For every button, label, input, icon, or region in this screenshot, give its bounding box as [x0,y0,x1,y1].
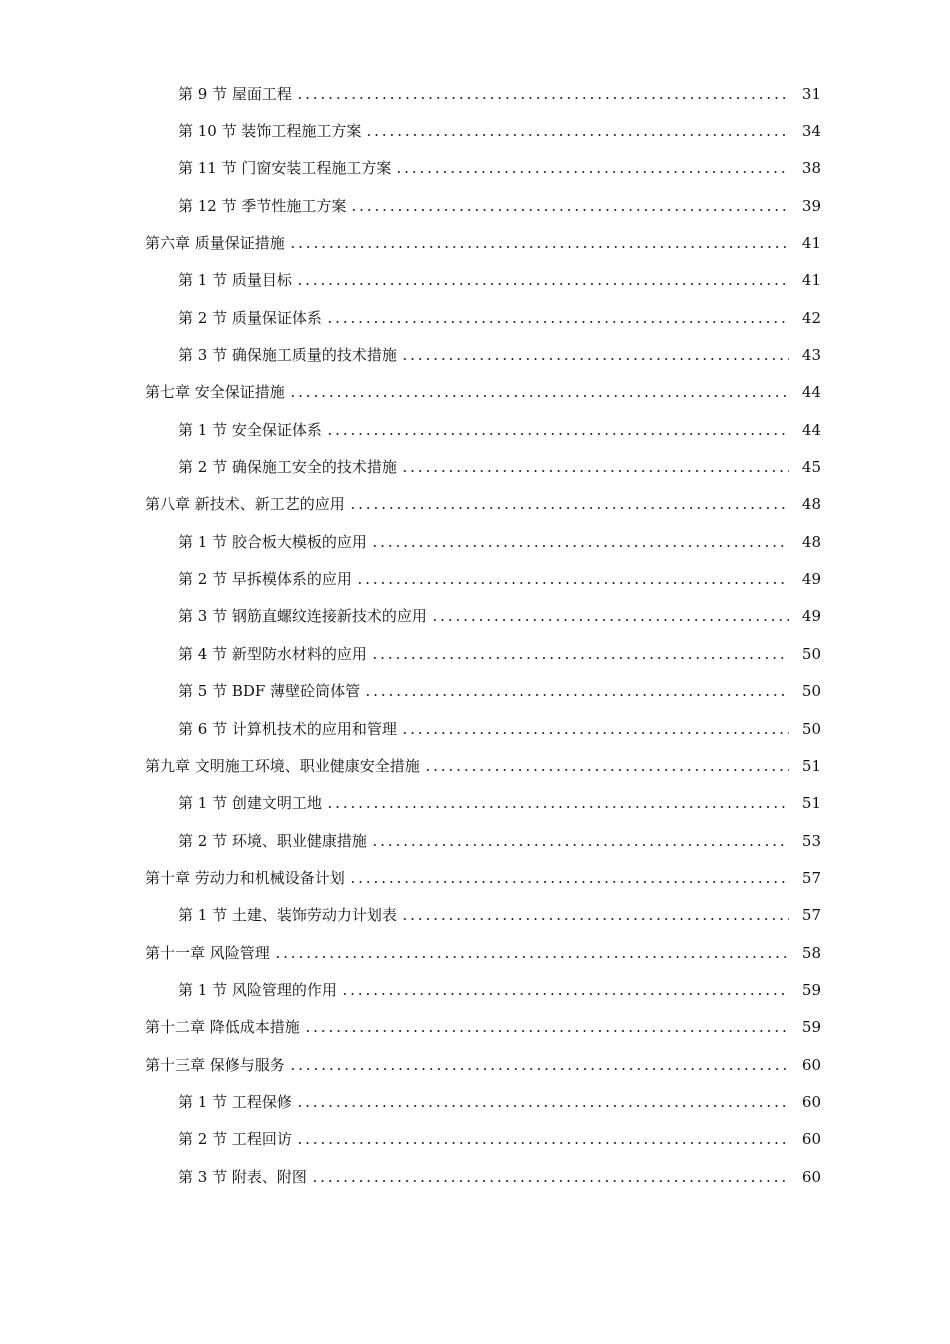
toc-entry-page-number: 60 [801,1092,821,1111]
toc-entry[interactable] [0,112,950,149]
toc-entry-title: 第 11 节 门窗安装工程施工方案 [178,159,392,178]
toc-entry-page-number: 49 [801,607,821,626]
dot-leader [371,657,789,659]
toc-entry-page-number: 48 [801,495,821,514]
dot-leader [326,321,789,323]
toc-entry[interactable] [0,1083,950,1120]
toc-entry-page-number: 60 [801,1055,821,1074]
dot-leader [296,1105,789,1107]
toc-entry-page-number: 41 [801,271,821,290]
toc-entry[interactable] [0,560,950,597]
toc-entry-title: 第 2 节 确保施工安全的技术措施 [178,458,397,477]
toc-entry-title: 第 2 节 工程回访 [178,1130,292,1149]
dot-leader [289,395,789,397]
dot-leader [326,806,789,808]
toc-entry-page-number: 48 [801,532,821,551]
toc-entry-page-number: 34 [801,122,821,141]
toc-entry-page-number: 42 [801,308,821,327]
toc-entry-title: 第十三章 保修与服务 [145,1055,285,1074]
toc-entry-title: 第七章 安全保证措施 [145,383,285,402]
toc-entry-title: 第 3 节 确保施工质量的技术措施 [178,346,397,365]
dot-leader [311,1180,789,1182]
dot-leader [304,1030,789,1032]
toc-entry-title: 第 6 节 计算机技术的应用和管理 [178,719,397,738]
toc-entry-title: 第 1 节 土建、装饰劳动力计划表 [178,906,397,925]
toc-entry[interactable] [0,635,950,672]
toc-entry-page-number: 59 [801,1018,821,1037]
toc-entry[interactable] [0,523,950,560]
dot-leader [350,209,789,211]
toc-entry-page-number: 57 [801,906,821,925]
dot-leader [364,694,789,696]
toc-entry-title: 第 3 节 钢筋直螺纹连接新技术的应用 [178,607,427,626]
toc-entry-title: 第 3 节 附表、附图 [178,1167,307,1186]
toc-entry-title: 第 4 节 新型防水材料的应用 [178,644,367,663]
toc-entry-title: 第 1 节 风险管理的作用 [178,980,337,999]
toc-entry-title: 第十二章 降低成本措施 [145,1018,300,1037]
toc-entry[interactable] [0,710,950,747]
dot-leader [296,283,789,285]
dot-leader [371,545,789,547]
toc-entry[interactable] [0,747,950,784]
toc-entry[interactable] [0,971,950,1008]
toc-entry[interactable] [0,187,950,224]
toc-entry[interactable] [0,262,950,299]
toc-entry-page-number: 44 [801,420,821,439]
toc-entry-title: 第 1 节 安全保证体系 [178,420,322,439]
toc-entry-title: 第 12 节 季节性施工方案 [178,196,347,215]
toc-entry-page-number: 57 [801,868,821,887]
toc-entry[interactable] [0,486,950,523]
dot-leader [296,1142,789,1144]
toc-entry-page-number: 49 [801,570,821,589]
toc-entry-title: 第九章 文明施工环境、职业健康安全措施 [145,756,420,775]
toc-entry-title: 第 9 节 屋面工程 [178,84,292,103]
dot-leader [326,433,789,435]
toc-entry[interactable] [0,673,950,710]
toc-entry-page-number: 51 [801,756,821,775]
dot-leader [401,732,789,734]
toc-entry[interactable] [0,1121,950,1158]
toc-entry-title: 第 5 节 BDF 薄壁砼筒体管 [178,682,361,701]
dot-leader [289,1068,789,1070]
toc-entry-title: 第 10 节 装饰工程施工方案 [178,122,362,141]
toc-entry-page-number: 51 [801,794,821,813]
toc-entry-page-number: 58 [801,943,821,962]
toc-entry-page-number: 39 [801,196,821,215]
toc-entry-page-number: 43 [801,346,821,365]
dot-leader [296,97,789,99]
toc-entry[interactable] [0,75,950,112]
toc-entry-page-number: 59 [801,980,821,999]
toc-entry-page-number: 50 [801,682,821,701]
toc-entry-title: 第八章 新技术、新工艺的应用 [145,495,345,514]
dot-leader [356,582,789,584]
toc-entry-page-number: 60 [801,1167,821,1186]
toc-entry-page-number: 38 [801,159,821,178]
toc-entry[interactable] [0,411,950,448]
dot-leader [431,619,789,621]
toc-entry-page-number: 44 [801,383,821,402]
toc-entry-page-number: 31 [801,84,821,103]
dot-leader [349,507,789,509]
dot-leader [349,881,789,883]
toc-entry-page-number: 45 [801,458,821,477]
toc-entry-title: 第 1 节 质量目标 [178,271,292,290]
toc-entry[interactable] [0,299,950,336]
toc-entry[interactable] [0,785,950,822]
toc-entry[interactable] [0,1158,950,1195]
toc-entry-title: 第 2 节 早拆模体系的应用 [178,570,352,589]
toc-entry-title: 第 1 节 创建文明工地 [178,794,322,813]
toc-entry[interactable] [0,224,950,261]
dot-leader [365,134,789,136]
toc-entry-title: 第六章 质量保证措施 [145,234,285,253]
toc-entry[interactable] [0,859,950,896]
dot-leader [401,470,789,472]
toc-entry-title: 第 1 节 工程保修 [178,1092,292,1111]
toc-entry-page-number: 41 [801,234,821,253]
toc-entry[interactable] [0,598,950,635]
toc-entry-page-number: 50 [801,719,821,738]
toc-entry[interactable] [0,934,950,971]
toc-entry[interactable] [0,1009,950,1046]
toc-entry[interactable] [0,1046,950,1083]
toc-entry[interactable] [0,336,950,373]
dot-leader [289,246,789,248]
toc-entry[interactable] [0,897,950,934]
toc-entry-title: 第 2 节 环境、职业健康措施 [178,831,367,850]
dot-leader [371,844,789,846]
toc-entry[interactable] [0,150,950,187]
toc-entry-page-number: 53 [801,831,821,850]
dot-leader [401,918,789,920]
toc-entry-title: 第 1 节 胶合板大模板的应用 [178,532,367,551]
toc-entry-title: 第十章 劳动力和机械设备计划 [145,868,345,887]
toc-entry-title: 第十一章 风险管理 [145,943,270,962]
table-of-contents [0,75,950,1195]
dot-leader [274,956,789,958]
dot-leader [341,993,789,995]
dot-leader [395,171,789,173]
dot-leader [424,769,789,771]
toc-entry-page-number: 50 [801,644,821,663]
toc-entry[interactable] [0,822,950,859]
toc-entry[interactable] [0,374,950,411]
toc-entry-title: 第 2 节 质量保证体系 [178,308,322,327]
toc-entry[interactable] [0,448,950,485]
dot-leader [401,358,789,360]
toc-entry-page-number: 60 [801,1130,821,1149]
